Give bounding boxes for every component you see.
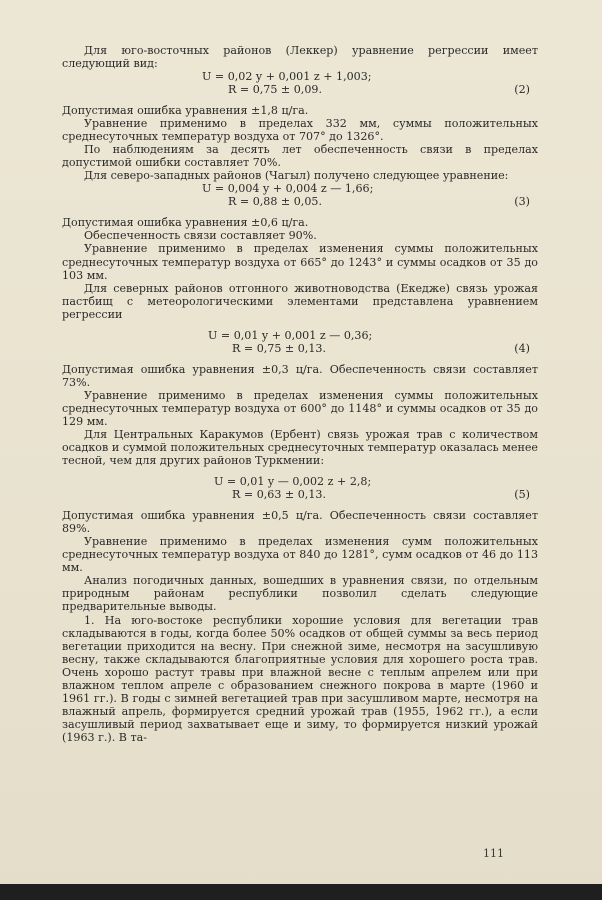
paragraph: Для северо-западных районов (Чагыл) получено следующее уравнение: (84, 169, 509, 183)
paragraph: Уравнение применимо в пределах изменения сумм положительных среднесуточных температур воздуха от 840 до 1281°, сумм осадков от 46 до 113 мм. (62, 535, 538, 575)
equation-line: R = 0,63 ± 0,13. (232, 488, 326, 502)
equation-number: (2) (514, 83, 530, 97)
equation-line: U = 0,01 y + 0,001 z — 0,36; (208, 328, 373, 342)
paragraph: Для Центральных Каракумов (Ербент) связь урожая трав с количеством осадков и суммой положительных среднесуточных температур оказалась менее тесной, чем для других районов Туркмении: (62, 427, 538, 468)
equation-number: (5) (514, 488, 530, 502)
paragraph: Уравнение применимо в пределах изменения суммы положительных среднесуточных температур воздуха от 665° до 1243° и суммы осадков от 35 до 103 мм. (62, 242, 538, 282)
equation-number: (4) (514, 341, 530, 355)
paragraph: Обеспеченность связи составляет 90%. (84, 229, 317, 243)
page-number: 111 (483, 847, 504, 860)
equation-line: R = 0,88 ± 0,05. (228, 195, 322, 209)
equation-line: U = 0,01 y — 0,002 z + 2,8; (214, 475, 372, 489)
paragraph: 1. На юго-востоке республики хорошие условия для вегетации трав складываются в годы, когда более 50% осадков от общей суммы за весь период вегетации приходится на весну. При снежной зиме, несмотря на засушливую весну, также складываются благоприятные условия для хорошего роста трав. Очень хорошо растут травы при влажной весне с теплым апрелем или при влажном теплом апреле с образованием снежного покрова в марте (1960 и 1961 гг.). В годы с зимней вегетацией трав при засушливом марте, несмотря на влажный апрель, формируется средний урожай трав (1955, 1962 гг.), а если засушливый период захватывает еще и зиму, то формируется низкий урожай (1963 г.). В та- (62, 613, 538, 744)
paragraph: Уравнение применимо в пределах 332 мм, суммы положительных среднесуточных температур воздуха от 707° до 1326°. (62, 117, 538, 144)
equation-line: U = 0,02 y + 0,001 z + 1,003; (202, 70, 372, 84)
paragraph: Анализ погодичных данных, вошедших в уравнения связи, по отдельным природным районам республики позволил сделать следующие предварительные выводы. (62, 574, 538, 614)
page-bottom-edge (0, 884, 602, 900)
equation-line: R = 0,75 ± 0,13. (232, 341, 326, 355)
equation-line: U = 0,004 y + 0,004 z — 1,66; (202, 182, 374, 196)
equation-2 (62, 70, 538, 96)
paragraph: Уравнение применимо в пределах изменения суммы положительных среднесуточных температур воздуха от 600° до 1148° и суммы осадков от 35 до 129 мм. (62, 388, 538, 428)
paragraph: Допустимая ошибка уравнения ±0,5 ц/га. Обеспеченность связи составляет 89%. (62, 509, 538, 536)
equation-number: (3) (514, 195, 530, 209)
paragraph: Для юго-восточных районов (Леккер) уравнение регрессии имеет следующий вид: (62, 44, 538, 71)
paragraph: Для северных районов отгонного животноводства (Екедже) связь урожая пастбищ с метеорологическими элементами представлена уравнением регрессии (62, 281, 538, 321)
paragraph: Допустимая ошибка уравнения ±0,3 ц/га. Обеспеченность связи составляет 73%. (62, 362, 538, 389)
body-text (62, 44, 538, 744)
paragraph: По наблюдениям за десять лет обеспеченность связи в пределах допустимой ошибки составляет 70%. (62, 143, 538, 170)
equation-line: R = 0,75 ± 0,09. (228, 83, 322, 97)
equation-3 (62, 182, 538, 208)
paragraph: Допустимая ошибка уравнения ±1,8 ц/га. (62, 104, 309, 118)
equation-4 (62, 329, 538, 355)
paragraph: Допустимая ошибка уравнения ±0,6 ц/га. (62, 216, 309, 230)
equation-5 (62, 475, 538, 501)
